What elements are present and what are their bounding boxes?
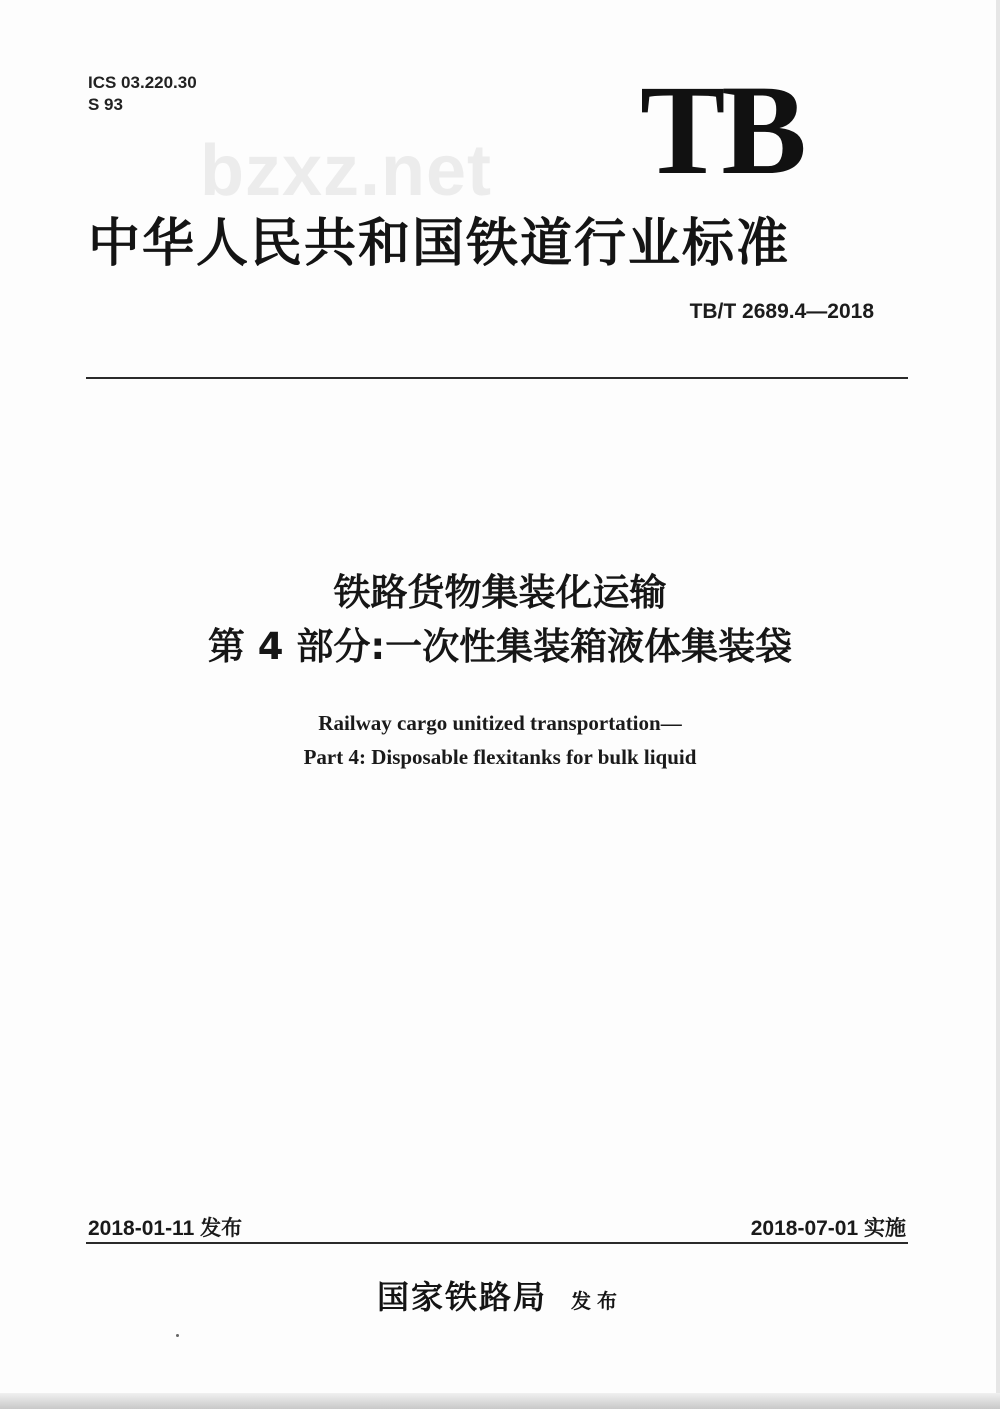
issue-date: 2018-01-11 发布	[88, 1217, 243, 1240]
scan-speck	[176, 1334, 179, 1337]
title-chinese	[0, 566, 1000, 674]
classification-codes	[88, 72, 197, 116]
implementation-date: 2018-07-01 实施	[750, 1217, 906, 1240]
issuer-line	[0, 1272, 1000, 1318]
ics-code: ICS 03.220.30	[88, 73, 197, 92]
top-divider	[86, 377, 908, 379]
issuer-org: 国家铁路局	[376, 1278, 547, 1316]
standard-number: TB/T 2689.4—2018	[689, 300, 874, 323]
title-en-line1: Railway cargo unitized transportation—	[318, 711, 682, 735]
bottom-divider	[86, 1242, 908, 1244]
scan-right-edge	[996, 0, 1000, 1409]
title-english	[0, 706, 1000, 774]
scan-bottom-edge	[0, 1393, 1000, 1409]
title-cn-line1: 铁路货物集装化运输	[333, 571, 667, 614]
title-cn-line2: 第 4 部分:一次性集装箱液体集装袋	[207, 625, 793, 668]
watermark: bzxz.net	[200, 131, 493, 211]
tb-logo: TB	[640, 59, 803, 201]
issuer-action: 发布	[571, 1289, 623, 1313]
title-en-line2: Part 4: Disposable flexitanks for bulk liquid	[303, 745, 697, 769]
standard-org-title: 中华人民共和国铁道行业标准	[88, 214, 791, 274]
class-code: S 93	[88, 95, 123, 114]
